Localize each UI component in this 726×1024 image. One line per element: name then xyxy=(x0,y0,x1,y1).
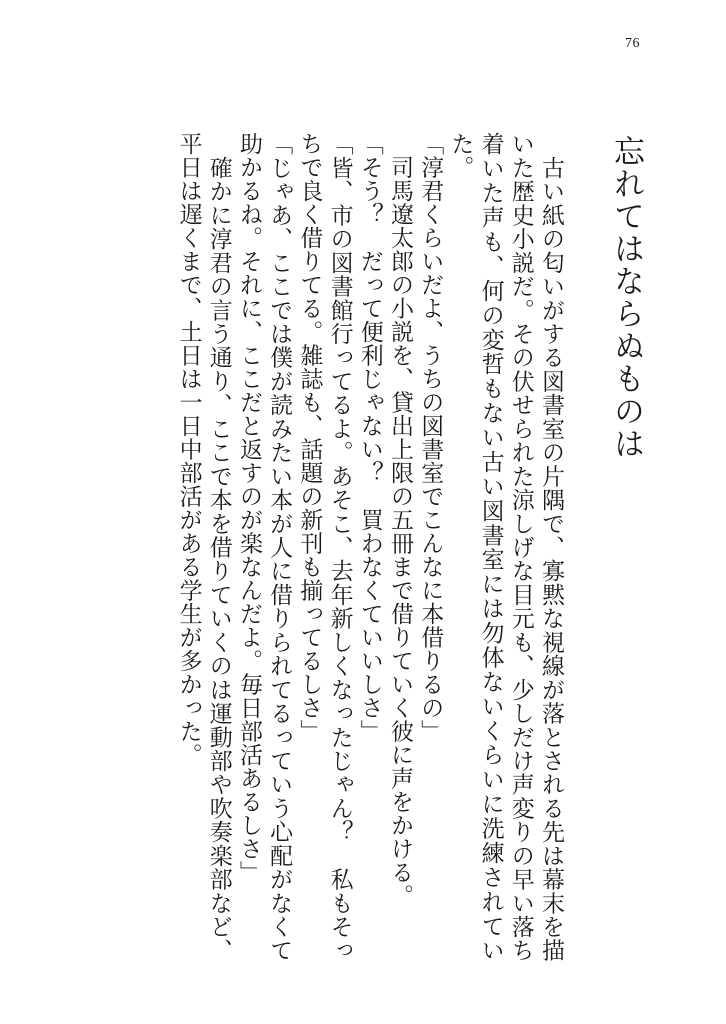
page-number: 76 xyxy=(625,36,640,51)
paragraph: 「じゃあ、ここでは僕が読みたい本が人に借りられてるっていう心配がなくて助かるね。それに、ここだと返すのが楽なんだよ。毎日部活あるしさ」 xyxy=(235,132,293,962)
paragraph: 確かに淳君の言う通り、ここで本を借りていくのは運動部や吹奏楽部など、平日は遅くまで、土日は一日中部活がある学生が多かった。 xyxy=(175,132,232,962)
paragraph: 古い紙の匂いがする図書室の片隅で、寡黙な視線が落とされる先は幕末を描いた歴史小説だ。その伏せられた涼しげな目元も、少しだけ声変りの早い落ち着いた声も、何の変哲もない古い図書室には勿体ないくらいに洗練されていた。 xyxy=(447,132,564,962)
paragraph: 司馬遼太郎の小説を、貸出上限の五冊まで借りていく彼に声をかける。 xyxy=(386,132,413,908)
paragraph: 「淳君くらいだよ、うちの図書室でこんなに本借りるの」 xyxy=(417,132,444,743)
paragraph: 「そう？ だって便利じゃない？ 買わなくていいしさ」 xyxy=(356,132,383,743)
body-text xyxy=(173,132,566,962)
paragraph: 「皆、市の図書館行ってるよ。あそこ、去年新しくなったじゃん？ 私もそっちで良く借りてる。雑誌も、話題の新刊も揃ってるしさ」 xyxy=(296,132,353,962)
chapter-title: 忘れてはならぬものは xyxy=(608,135,644,460)
